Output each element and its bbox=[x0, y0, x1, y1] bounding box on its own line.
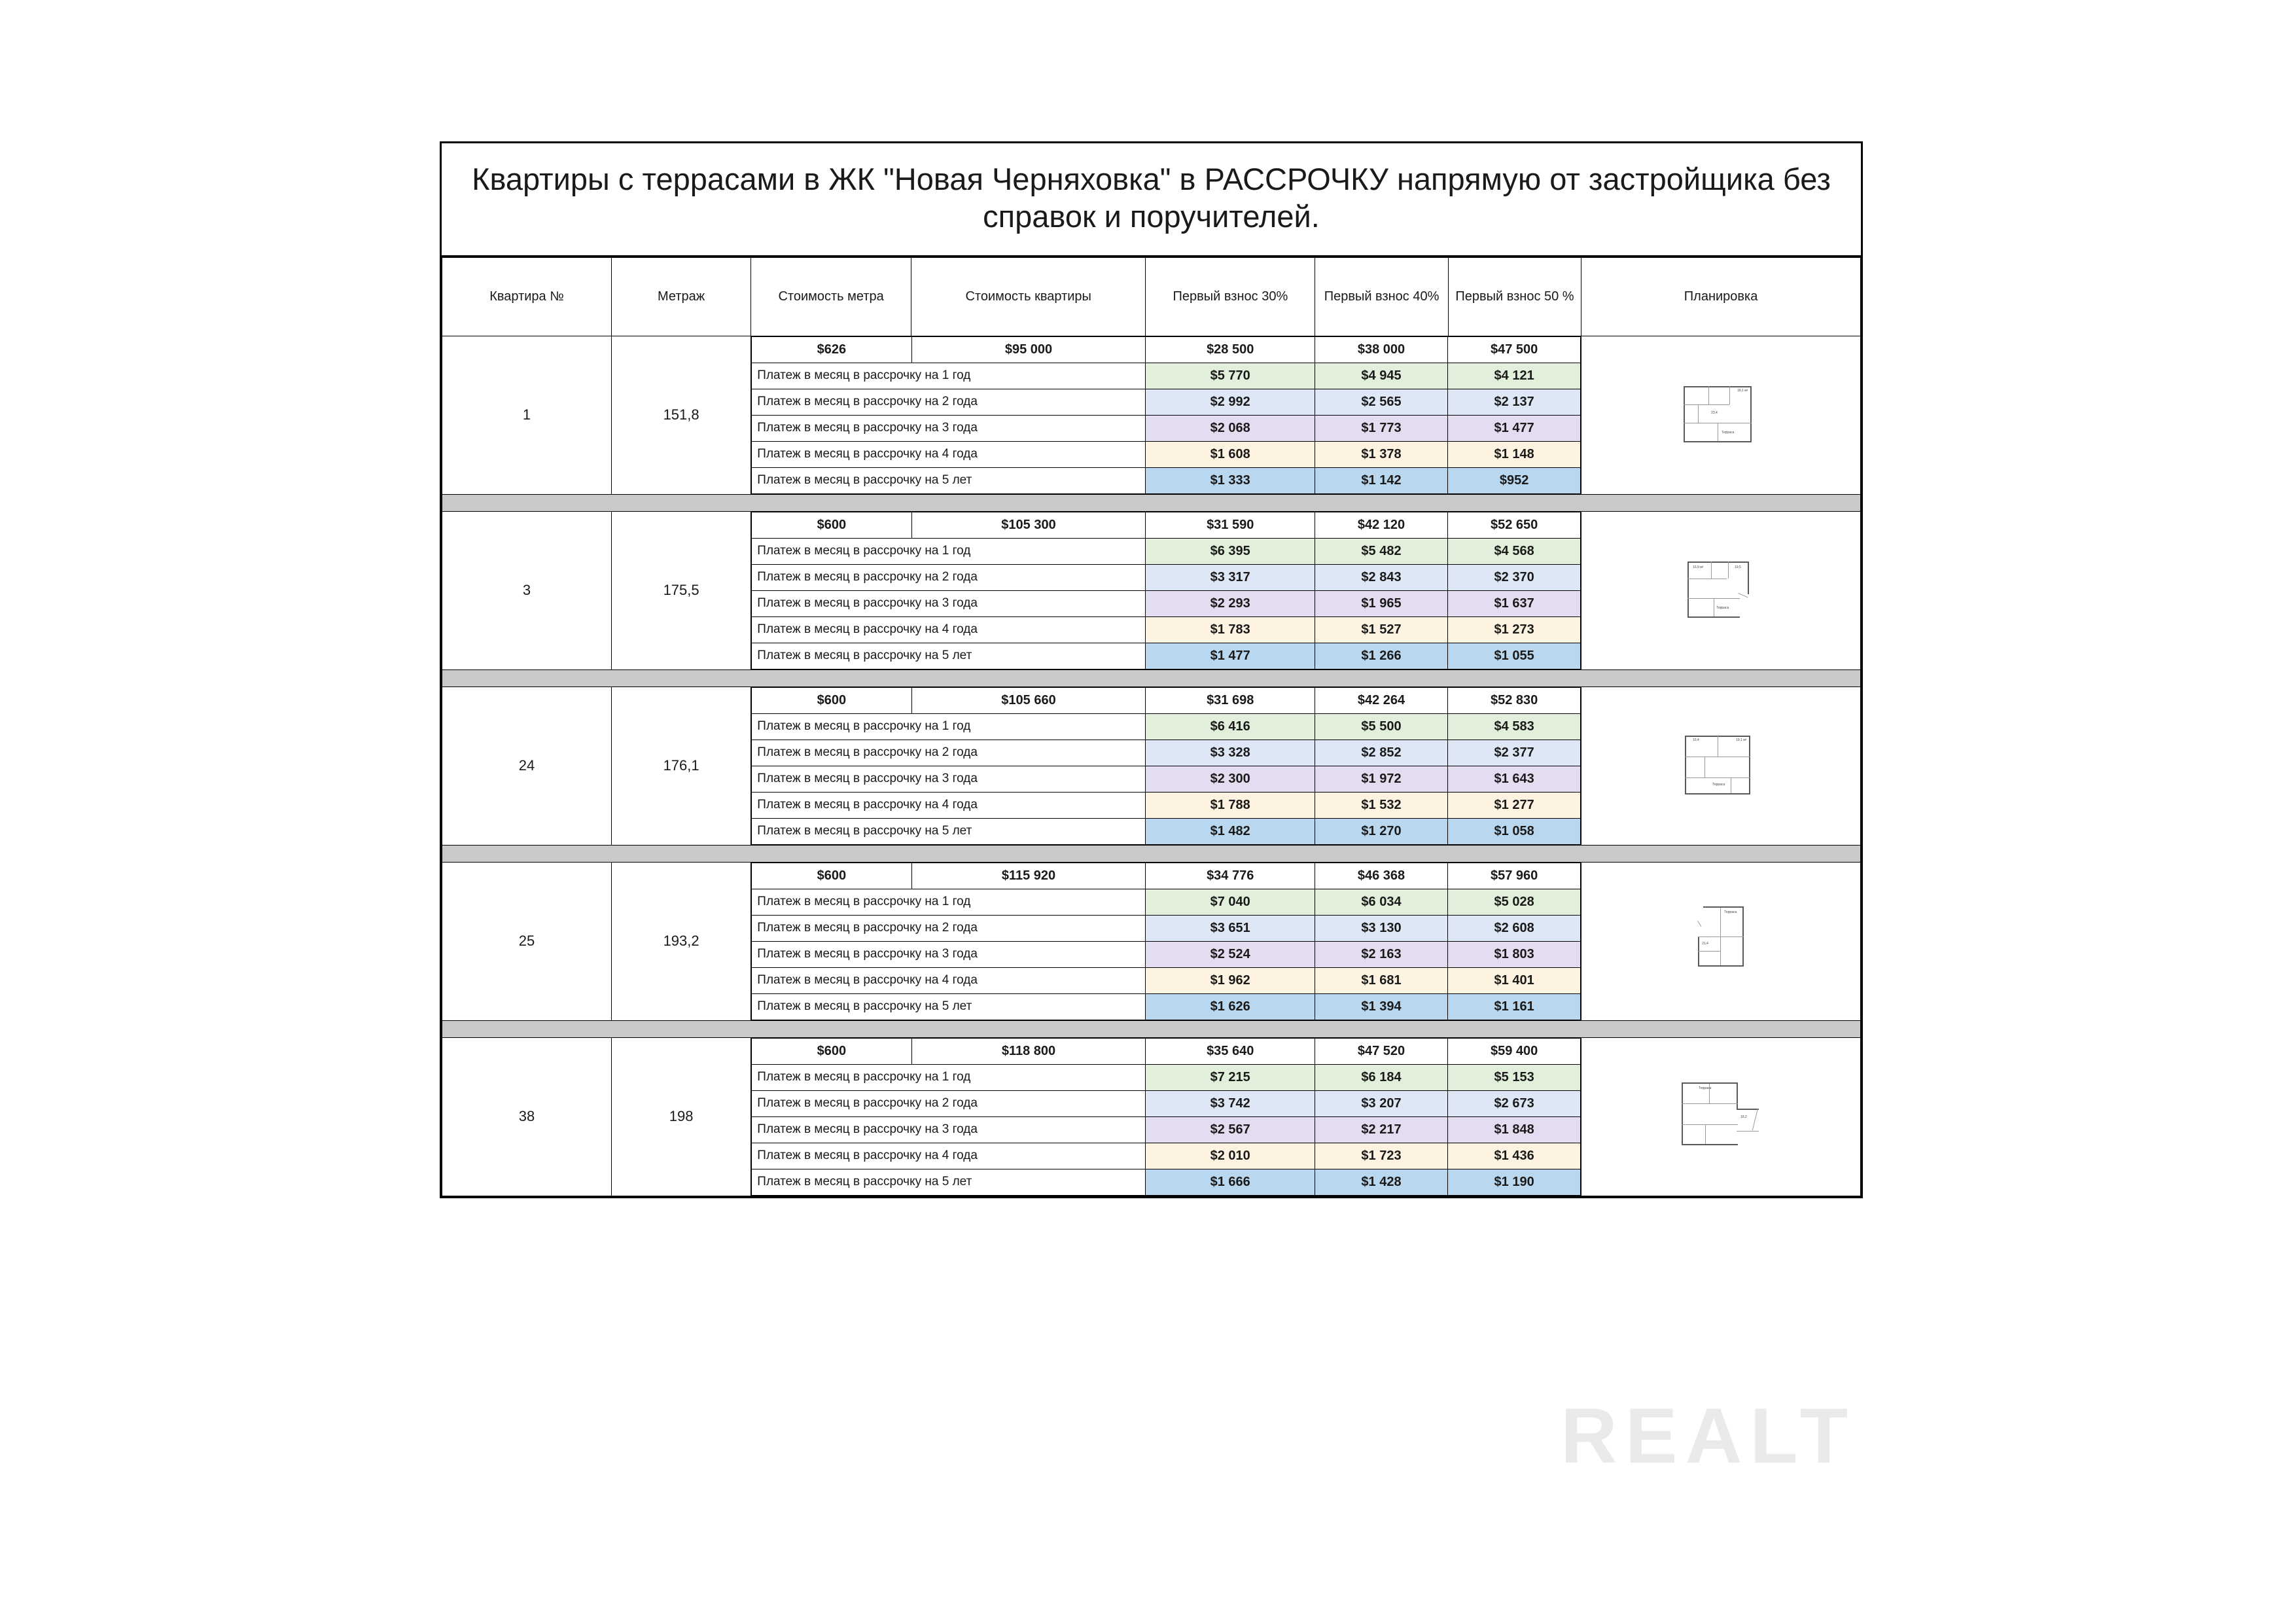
cell-monthly-30: $2 992 bbox=[1146, 389, 1315, 415]
installment-row-1-year bbox=[752, 538, 1581, 564]
cell-monthly-50: $2 673 bbox=[1448, 1090, 1581, 1116]
installment-label: Платеж в месяц в рассрочку на 3 года bbox=[752, 1116, 1146, 1143]
cell-monthly-40: $3 130 bbox=[1315, 915, 1447, 941]
price-table bbox=[442, 257, 1861, 1196]
installment-row-2-years bbox=[752, 740, 1581, 766]
installment-block bbox=[751, 862, 1581, 1020]
cell-down-40: $42 120 bbox=[1315, 512, 1447, 538]
cell-monthly-30: $2 524 bbox=[1146, 941, 1315, 967]
cell-apartment-price: $95 000 bbox=[911, 336, 1146, 363]
cell-monthly-50: $1 190 bbox=[1448, 1169, 1581, 1195]
installment-block bbox=[751, 1037, 1581, 1196]
installment-block bbox=[751, 687, 1581, 845]
cell-monthly-30: $1 788 bbox=[1146, 792, 1315, 818]
cell-floorplan[interactable] bbox=[1581, 1037, 1861, 1196]
cell-area: 193,2 bbox=[611, 862, 751, 1020]
cell-monthly-40: $4 945 bbox=[1315, 363, 1447, 389]
installment-row-2-years bbox=[752, 564, 1581, 590]
installment-label: Платеж в месяц в рассрочку на 2 года bbox=[752, 740, 1146, 766]
cell-monthly-30: $1 333 bbox=[1146, 467, 1315, 493]
cell-monthly-50: $4 583 bbox=[1448, 713, 1581, 740]
installment-row-5-years bbox=[752, 467, 1581, 493]
cell-area: 176,1 bbox=[611, 687, 751, 845]
cell-monthly-50: $2 137 bbox=[1448, 389, 1581, 415]
installment-block bbox=[751, 336, 1581, 494]
cell-monthly-40: $1 773 bbox=[1315, 415, 1447, 441]
cell-down-40: $38 000 bbox=[1315, 336, 1447, 363]
cell-monthly-50: $4 568 bbox=[1448, 538, 1581, 564]
cell-monthly-40: $2 852 bbox=[1315, 740, 1447, 766]
table-row bbox=[442, 336, 1861, 494]
document-title-box bbox=[442, 143, 1861, 257]
cell-apartment-price: $105 300 bbox=[911, 512, 1146, 538]
installment-row-4-years bbox=[752, 792, 1581, 818]
installment-label: Платеж в месяц в рассрочку на 1 год bbox=[752, 889, 1146, 915]
cell-monthly-30: $2 010 bbox=[1146, 1143, 1315, 1169]
cell-monthly-50: $4 121 bbox=[1448, 363, 1581, 389]
cell-monthly-50: $5 153 bbox=[1448, 1064, 1581, 1090]
installment-label: Платеж в месяц в рассрочку на 1 год bbox=[752, 363, 1146, 389]
cell-monthly-40: $6 184 bbox=[1315, 1064, 1447, 1090]
installment-label: Платеж в месяц в рассрочку на 5 лет bbox=[752, 467, 1146, 493]
installment-row-2-years bbox=[752, 1090, 1581, 1116]
floorplan-thumbnail-apt-38: Терраса 18,2 bbox=[1675, 1075, 1767, 1156]
floorplan-thumbnail-apt-1: 18,1 м² 23,4 Терраса bbox=[1678, 374, 1763, 453]
cell-monthly-50: $1 401 bbox=[1448, 967, 1581, 993]
installment-row-1-year bbox=[752, 1064, 1581, 1090]
header-down-30: Первый взнос 30% bbox=[1146, 257, 1315, 336]
floorplan-thumbnail-apt-3: 16,9 м² 19,5 Терраса bbox=[1678, 550, 1763, 628]
cell-down-50: $52 650 bbox=[1448, 512, 1581, 538]
installment-label: Платеж в месяц в рассрочку на 1 год bbox=[752, 713, 1146, 740]
cell-monthly-50: $1 436 bbox=[1448, 1143, 1581, 1169]
cell-monthly-50: $1 643 bbox=[1448, 766, 1581, 792]
cell-monthly-30: $1 783 bbox=[1146, 616, 1315, 643]
header-price-per-meter: Стоимость метра bbox=[751, 257, 911, 336]
table-header-row bbox=[442, 257, 1861, 336]
row-separator bbox=[442, 1020, 1861, 1037]
installment-label: Платеж в месяц в рассрочку на 3 года bbox=[752, 590, 1146, 616]
installment-label: Платеж в месяц в рассрочку на 4 года bbox=[752, 792, 1146, 818]
base-price-row bbox=[752, 1038, 1581, 1064]
base-price-row bbox=[752, 687, 1581, 713]
cell-monthly-30: $7 215 bbox=[1146, 1064, 1315, 1090]
cell-monthly-50: $952 bbox=[1448, 467, 1581, 493]
cell-monthly-30: $2 567 bbox=[1146, 1116, 1315, 1143]
cell-down-50: $52 830 bbox=[1448, 687, 1581, 713]
installment-row-4-years bbox=[752, 441, 1581, 467]
cell-monthly-40: $2 843 bbox=[1315, 564, 1447, 590]
cell-monthly-30: $1 482 bbox=[1146, 818, 1315, 844]
cell-monthly-50: $1 803 bbox=[1448, 941, 1581, 967]
cell-monthly-50: $2 377 bbox=[1448, 740, 1581, 766]
installment-row-5-years bbox=[752, 1169, 1581, 1195]
cell-down-50: $57 960 bbox=[1448, 863, 1581, 889]
installment-label: Платеж в месяц в рассрочку на 4 года bbox=[752, 1143, 1146, 1169]
cell-apartment-price: $118 800 bbox=[911, 1038, 1146, 1064]
header-area: Метраж bbox=[611, 257, 751, 336]
cell-area: 198 bbox=[611, 1037, 751, 1196]
cell-price-per-meter: $600 bbox=[752, 1038, 911, 1064]
cell-monthly-40: $5 482 bbox=[1315, 538, 1447, 564]
cell-down-30: $34 776 bbox=[1146, 863, 1315, 889]
installment-row-3-years bbox=[752, 590, 1581, 616]
watermark: REALT bbox=[1561, 1392, 1856, 1480]
cell-monthly-40: $1 394 bbox=[1315, 993, 1447, 1020]
installment-label: Платеж в месяц в рассрочку на 5 лет bbox=[752, 818, 1146, 844]
cell-floorplan[interactable] bbox=[1581, 336, 1861, 494]
cell-down-30: $31 698 bbox=[1146, 687, 1315, 713]
installment-row-3-years bbox=[752, 415, 1581, 441]
installment-block bbox=[751, 511, 1581, 669]
table-row bbox=[442, 511, 1861, 669]
cell-price-per-meter: $626 bbox=[752, 336, 911, 363]
installment-label: Платеж в месяц в рассрочку на 4 года bbox=[752, 616, 1146, 643]
cell-monthly-40: $1 378 bbox=[1315, 441, 1447, 467]
cell-monthly-30: $1 666 bbox=[1146, 1169, 1315, 1195]
installment-row-5-years bbox=[752, 818, 1581, 844]
cell-monthly-50: $1 477 bbox=[1448, 415, 1581, 441]
installment-label: Платеж в месяц в рассрочку на 2 года bbox=[752, 1090, 1146, 1116]
cell-floorplan[interactable] bbox=[1581, 862, 1861, 1020]
header-down-40: Первый взнос 40% bbox=[1315, 257, 1448, 336]
cell-down-40: $47 520 bbox=[1315, 1038, 1447, 1064]
cell-monthly-30: $1 608 bbox=[1146, 441, 1315, 467]
base-price-row bbox=[752, 512, 1581, 538]
cell-down-50: $47 500 bbox=[1448, 336, 1581, 363]
cell-apartment-price: $105 660 bbox=[911, 687, 1146, 713]
cell-monthly-40: $1 532 bbox=[1315, 792, 1447, 818]
cell-down-30: $35 640 bbox=[1146, 1038, 1315, 1064]
cell-monthly-40: $2 565 bbox=[1315, 389, 1447, 415]
cell-monthly-50: $2 608 bbox=[1448, 915, 1581, 941]
installment-row-4-years bbox=[752, 967, 1581, 993]
installment-row-1-year bbox=[752, 889, 1581, 915]
installment-row-3-years bbox=[752, 1116, 1581, 1143]
cell-monthly-50: $5 028 bbox=[1448, 889, 1581, 915]
cell-monthly-50: $1 055 bbox=[1448, 643, 1581, 669]
cell-monthly-50: $1 161 bbox=[1448, 993, 1581, 1020]
installment-label: Платеж в месяц в рассрочку на 2 года bbox=[752, 915, 1146, 941]
cell-monthly-50: $1 273 bbox=[1448, 616, 1581, 643]
cell-monthly-30: $1 477 bbox=[1146, 643, 1315, 669]
installment-row-2-years bbox=[752, 389, 1581, 415]
cell-monthly-40: $1 723 bbox=[1315, 1143, 1447, 1169]
table-row bbox=[442, 1037, 1861, 1196]
price-sheet bbox=[440, 141, 1863, 1198]
installment-label: Платеж в месяц в рассрочку на 5 лет bbox=[752, 993, 1146, 1020]
cell-apartment-price: $115 920 bbox=[911, 863, 1146, 889]
row-separator bbox=[442, 669, 1861, 687]
installment-row-2-years bbox=[752, 915, 1581, 941]
cell-monthly-30: $3 651 bbox=[1146, 915, 1315, 941]
cell-monthly-30: $7 040 bbox=[1146, 889, 1315, 915]
cell-monthly-50: $1 637 bbox=[1448, 590, 1581, 616]
cell-monthly-30: $3 328 bbox=[1146, 740, 1315, 766]
base-price-row bbox=[752, 863, 1581, 889]
floorplan-thumbnail-apt-25: Терраса 21,4 bbox=[1678, 900, 1763, 980]
cell-monthly-30: $5 770 bbox=[1146, 363, 1315, 389]
installment-label: Платеж в месяц в рассрочку на 3 года bbox=[752, 941, 1146, 967]
installment-label: Платеж в месяц в рассрочку на 4 года bbox=[752, 967, 1146, 993]
cell-apartment-number: 1 bbox=[442, 336, 612, 494]
cell-monthly-50: $1 848 bbox=[1448, 1116, 1581, 1143]
cell-monthly-50: $1 058 bbox=[1448, 818, 1581, 844]
row-separator bbox=[442, 845, 1861, 862]
cell-monthly-40: $3 207 bbox=[1315, 1090, 1447, 1116]
table-row bbox=[442, 687, 1861, 845]
installment-row-1-year bbox=[752, 363, 1581, 389]
installment-row-1-year bbox=[752, 713, 1581, 740]
cell-down-40: $42 264 bbox=[1315, 687, 1447, 713]
cell-apartment-number: 38 bbox=[442, 1037, 612, 1196]
installment-row-4-years bbox=[752, 616, 1581, 643]
cell-area: 175,5 bbox=[611, 511, 751, 669]
cell-apartment-number: 24 bbox=[442, 687, 612, 845]
row-separator bbox=[442, 494, 1861, 511]
installment-label: Платеж в месяц в рассрочку на 5 лет bbox=[752, 1169, 1146, 1195]
cell-area: 151,8 bbox=[611, 336, 751, 494]
page-title: Квартиры с террасами в ЖК "Новая Черняховка" в РАССРОЧКУ напрямую от застройщика без справок и поручителей. bbox=[472, 162, 1831, 234]
cell-monthly-50: $1 277 bbox=[1448, 792, 1581, 818]
header-plan: Планировка bbox=[1581, 257, 1861, 336]
cell-apartment-number: 25 bbox=[442, 862, 612, 1020]
installment-label: Платеж в месяц в рассрочку на 2 года bbox=[752, 564, 1146, 590]
cell-monthly-40: $1 142 bbox=[1315, 467, 1447, 493]
cell-down-30: $31 590 bbox=[1146, 512, 1315, 538]
cell-monthly-30: $3 742 bbox=[1146, 1090, 1315, 1116]
cell-price-per-meter: $600 bbox=[752, 512, 911, 538]
table-row bbox=[442, 862, 1861, 1020]
installment-label: Платеж в месяц в рассрочку на 1 год bbox=[752, 1064, 1146, 1090]
installment-label: Платеж в месяц в рассрочку на 3 года bbox=[752, 415, 1146, 441]
cell-monthly-40: $1 527 bbox=[1315, 616, 1447, 643]
cell-floorplan[interactable] bbox=[1581, 687, 1861, 845]
installment-label: Платеж в месяц в рассрочку на 2 года bbox=[752, 389, 1146, 415]
cell-monthly-30: $3 317 bbox=[1146, 564, 1315, 590]
cell-monthly-40: $1 270 bbox=[1315, 818, 1447, 844]
header-down-50: Первый взнос 50 % bbox=[1448, 257, 1581, 336]
installment-row-5-years bbox=[752, 993, 1581, 1020]
cell-floorplan[interactable] bbox=[1581, 511, 1861, 669]
installment-row-3-years bbox=[752, 941, 1581, 967]
cell-price-per-meter: $600 bbox=[752, 863, 911, 889]
cell-monthly-50: $2 370 bbox=[1448, 564, 1581, 590]
installment-label: Платеж в месяц в рассрочку на 4 года bbox=[752, 441, 1146, 467]
installment-row-3-years bbox=[752, 766, 1581, 792]
cell-monthly-40: $1 266 bbox=[1315, 643, 1447, 669]
installment-label: Платеж в месяц в рассрочку на 3 года bbox=[752, 766, 1146, 792]
installment-label: Платеж в месяц в рассрочку на 1 год bbox=[752, 538, 1146, 564]
cell-monthly-30: $2 300 bbox=[1146, 766, 1315, 792]
cell-down-40: $46 368 bbox=[1315, 863, 1447, 889]
cell-monthly-30: $1 962 bbox=[1146, 967, 1315, 993]
cell-monthly-30: $2 068 bbox=[1146, 415, 1315, 441]
cell-monthly-40: $5 500 bbox=[1315, 713, 1447, 740]
cell-monthly-30: $6 395 bbox=[1146, 538, 1315, 564]
cell-monthly-40: $1 681 bbox=[1315, 967, 1447, 993]
cell-down-30: $28 500 bbox=[1146, 336, 1315, 363]
cell-apartment-number: 3 bbox=[442, 511, 612, 669]
header-apartment: Квартира № bbox=[442, 257, 612, 336]
cell-monthly-30: $1 626 bbox=[1146, 993, 1315, 1020]
cell-monthly-40: $1 965 bbox=[1315, 590, 1447, 616]
floorplan-thumbnail-apt-24: 19,1 м² 16,4 Терраса bbox=[1678, 725, 1763, 804]
header-apartment-price: Стоимость квартиры bbox=[911, 257, 1145, 336]
cell-price-per-meter: $600 bbox=[752, 687, 911, 713]
cell-down-50: $59 400 bbox=[1448, 1038, 1581, 1064]
cell-monthly-40: $2 163 bbox=[1315, 941, 1447, 967]
installment-row-5-years bbox=[752, 643, 1581, 669]
cell-monthly-40: $1 972 bbox=[1315, 766, 1447, 792]
cell-monthly-40: $1 428 bbox=[1315, 1169, 1447, 1195]
cell-monthly-30: $6 416 bbox=[1146, 713, 1315, 740]
cell-monthly-30: $2 293 bbox=[1146, 590, 1315, 616]
cell-monthly-40: $2 217 bbox=[1315, 1116, 1447, 1143]
cell-monthly-50: $1 148 bbox=[1448, 441, 1581, 467]
installment-row-4-years bbox=[752, 1143, 1581, 1169]
installment-label: Платеж в месяц в рассрочку на 5 лет bbox=[752, 643, 1146, 669]
base-price-row bbox=[752, 336, 1581, 363]
cell-monthly-40: $6 034 bbox=[1315, 889, 1447, 915]
